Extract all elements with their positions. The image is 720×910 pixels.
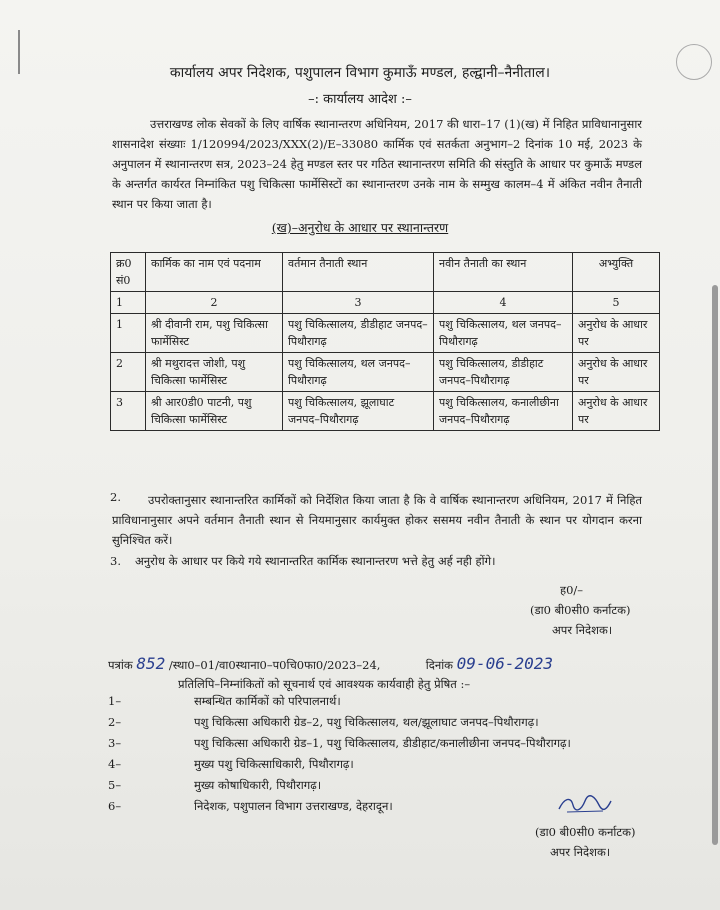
copy-intro: प्रतिलिपि–निम्नांकितों को सूचनार्थ एवं आवश्यक कार्यवाही हेतु प्रेषित :– — [178, 677, 471, 691]
current-posting-cell: पशु चिकित्सालय, थल जनपद–पिथौरागढ़ — [283, 353, 434, 392]
para3-text: अनुरोध के आधार पर किये गये स्थानान्तरित कार्मिक स्थानान्तरण भत्ते हेतु अर्ह नही होंगे। — [135, 554, 496, 568]
date-label: दिनांक — [425, 658, 454, 672]
intro-paragraph: उत्तराखण्ड लोक सेवकों के लिए वार्षिक स्थानान्तरण अधिनियम, 2017 की धारा–17 (1)(ख) में निहित प्राविधानानुसार शासनादेश संख्याः 1/120994/2023/XXX(2)/E–33080 कार्मिक एवं सतर्कता अनुभाग–2 दिनांक 10 मई, 2023 के अनुपालन में स्थानान्तरण सत्र, 2023–24 हेतु मण्डल स्तर पर गठित स्थानान्तरण समिति की संस्तुति के आधार पर कुमाऊँ मण्डल के अन्तर्गत कार्यरत निम्नांकित पशु चिकित्सा फार्मेसिस्टों का स्थानान्तरण उनके नाम के सम्मुख कालम–4 में अंकित नवीन तैनाती स्थान पर किया जाता है। — [112, 117, 642, 211]
scrollbar[interactable] — [712, 285, 718, 845]
header-cell: कार्मिक का नाम एवं पदनाम — [146, 253, 283, 292]
header-cell: नवीन तैनाती का स्थान — [434, 253, 573, 292]
copy-text: सम्बन्धित कार्मिकों को परिपालनार्थ। — [194, 694, 341, 708]
transfer-table — [110, 252, 660, 431]
header-cell: क्र0 सं0 — [111, 253, 146, 292]
remark-cell: अनुरोध के आधार पर — [573, 353, 660, 392]
copy-text: पशु चिकित्सा अधिकारी ग्रेड–1, पशु चिकित्सालय, डीडीहाट/कनालीछीना जनपद–पिथौरागढ़। — [194, 736, 571, 750]
para2-number: 2. — [110, 490, 121, 504]
copy-number: 1– — [108, 694, 122, 708]
column-number: 4 — [434, 292, 573, 314]
copy-text: मुख्य पशु चिकित्साधिकारी, पिथौरागढ़। — [194, 757, 354, 771]
signatory-designation: अपर निदेशक। — [552, 623, 613, 637]
copy-number: 3– — [108, 736, 122, 750]
remark-cell: अनुरोध के आधार पर — [573, 392, 660, 431]
table-row — [111, 314, 660, 353]
reference-line — [108, 656, 553, 673]
serial-cell: 3 — [111, 392, 146, 431]
new-posting-cell: पशु चिकित्सालय, थल जनपद–पिथौरागढ़ — [434, 314, 573, 353]
copy-number: 4– — [108, 757, 122, 771]
para2-text: उपरोक्तानुसार स्थानान्तरित कार्मिकों को निर्देशित किया जाता है कि वे वार्षिक स्थानान्तरण अधिनियम, 2017 में निहित प्राविधानानुसार अपने वर्तमान तैनाती स्थान से नियमानुसार कार्यमुक्त होकर ससमय नवीन तैनाती के स्थान पर योगदान करना सुनिश्चित करें। — [112, 493, 642, 547]
date-value: 09-06-2023 — [456, 654, 553, 673]
column-number: 3 — [283, 292, 434, 314]
copy-number: 6– — [108, 799, 122, 813]
serial-cell: 1 — [111, 314, 146, 353]
current-posting-cell: पशु चिकित्सालय, डीडीहाट जनपद–पिथौरागढ़ — [283, 314, 434, 353]
order-heading: –: कार्यालय आदेश :– — [308, 92, 412, 107]
table-header-row — [111, 253, 660, 292]
reference-number: 852 — [136, 654, 166, 673]
copy-text: पशु चिकित्सा अधिकारी ग्रेड–2, पशु चिकित्सालय, थल/झूलाघाट जनपद–पिथौरागढ़। — [194, 715, 539, 729]
column-number: 1 — [111, 292, 146, 314]
signatory-name: (डा0 बी0सी0 कर्नाटक) — [530, 603, 631, 617]
copy-text: निदेशक, पशुपालन विभाग उत्तराखण्ड, देहरादून। — [194, 799, 393, 813]
signatory-designation-2: अपर निदेशक। — [550, 845, 611, 859]
signatory-name-2: (डा0 बी0सी0 कर्नाटक) — [535, 825, 636, 839]
column-number-row — [111, 292, 660, 314]
copy-number: 5– — [108, 778, 122, 792]
handwritten-signature — [555, 793, 615, 815]
header-cell: अभ्युक्ति — [573, 253, 660, 292]
new-posting-cell: पशु चिकित्सालय, डीडीहाट जनपद–पिथौरागढ़ — [434, 353, 573, 392]
signed-mark: ह0/– — [560, 583, 584, 597]
copy-number: 2– — [108, 715, 122, 729]
current-posting-cell: पशु चिकित्सालय, झूलाघाट जनपद–पिथौरागढ़ — [283, 392, 434, 431]
column-number: 2 — [146, 292, 283, 314]
office-heading: कार्यालय अपर निदेशक, पशुपालन विभाग कुमाऊँ मण्डल, हल्द्वानी–नैनीताल। — [169, 65, 551, 81]
section-title: (ख)–अनुरोध के आधार पर स्थानान्तरण — [271, 220, 449, 235]
remark-cell: अनुरोध के आधार पर — [573, 314, 660, 353]
name-cell: श्री आर0डी0 पाटनी, पशु चिकित्सा फार्मेसिस्ट — [146, 392, 283, 431]
header-cell: वर्तमान तैनाती स्थान — [283, 253, 434, 292]
reference-text: /स्था0–01/वा0स्थाना0–प0चि0फा0/2023–24, — [168, 658, 381, 672]
reference-prefix: पत्रांक — [108, 658, 133, 672]
new-posting-cell: पशु चिकित्सालय, कनालीछीना जनपद–पिथौरागढ़ — [434, 392, 573, 431]
table-row — [111, 353, 660, 392]
para3-number: 3. — [110, 554, 121, 568]
name-cell: श्री मथुरादत्त जोशी, पशु चिकित्सा फार्मेसिस्ट — [146, 353, 283, 392]
serial-cell: 2 — [111, 353, 146, 392]
copy-text: मुख्य कोषाधिकारी, पिथौरागढ़। — [194, 778, 322, 792]
column-number: 5 — [573, 292, 660, 314]
name-cell: श्री दीवानी राम, पशु चिकित्सा फार्मेसिस्ट — [146, 314, 283, 353]
table-row — [111, 392, 660, 431]
